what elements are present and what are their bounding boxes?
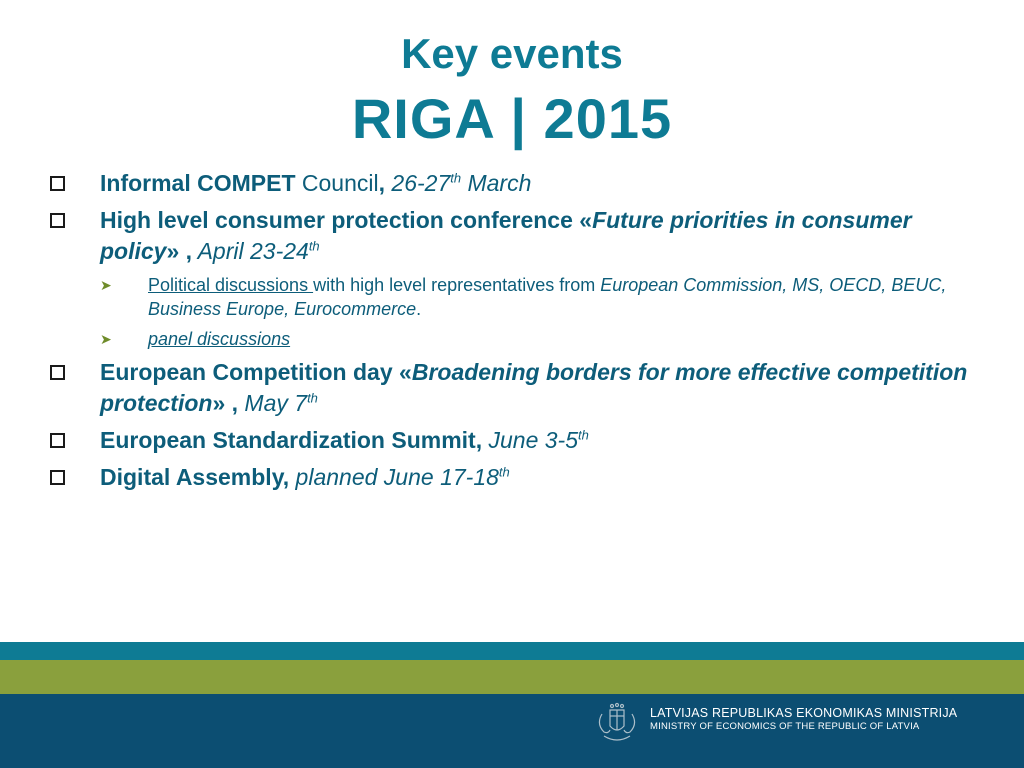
- event-date: planned June 17-18: [289, 464, 499, 490]
- event-name: Digital Assembly,: [100, 464, 290, 490]
- checkbox-bullet-icon: [50, 433, 65, 448]
- sub-list-item: [48, 273, 978, 321]
- event-list: [48, 168, 978, 499]
- date-suffix: th: [308, 238, 320, 254]
- punctuation: .: [416, 299, 422, 319]
- punctuation: » ,: [212, 390, 239, 416]
- event-name: European Standardization Summit,: [100, 427, 483, 453]
- political-discussions-link[interactable]: Political discussions: [148, 275, 314, 295]
- event-theme: Broadening borders for more effective competition protection: [100, 359, 968, 416]
- arrow-bullet-icon: ➤: [100, 331, 112, 347]
- punctuation: » ,: [166, 238, 193, 264]
- footer-band-green: [0, 660, 1024, 694]
- checkbox-bullet-icon: [50, 470, 65, 485]
- event-name: Informal COMPET: [100, 170, 296, 196]
- date-suffix: th: [307, 390, 318, 406]
- event-name-suffix: Council: [295, 170, 379, 196]
- list-item: [48, 357, 978, 419]
- event-date: 26-27: [385, 170, 451, 196]
- ministry-name-lv: LATVIJAS REPUBLIKAS EKONOMIKAS MINISTRIJA: [650, 706, 958, 720]
- checkbox-bullet-icon: [50, 176, 65, 191]
- coat-of-arms-icon: [592, 702, 642, 744]
- event-date: May 7: [238, 390, 308, 416]
- arrow-bullet-icon: ➤: [100, 277, 112, 293]
- punctuation: ,: [378, 170, 386, 196]
- list-item: [48, 168, 978, 199]
- event-month: March: [461, 170, 532, 196]
- footer-band-teal: [0, 642, 1024, 660]
- ministry-name-en: MINISTRY OF ECONOMICS OF THE REPUBLIC OF LATVIA: [650, 721, 920, 732]
- sub-item-text: with high level representatives from: [313, 275, 601, 295]
- panel-discussions-link[interactable]: panel discussions: [148, 329, 291, 349]
- list-item: [48, 425, 978, 456]
- date-suffix: th: [450, 170, 462, 186]
- list-item: [48, 205, 978, 267]
- event-name: High level consumer protection conference «: [100, 207, 593, 233]
- checkbox-bullet-icon: [50, 213, 65, 228]
- date-suffix: th: [578, 427, 589, 443]
- sub-list-item: [48, 327, 978, 351]
- event-name: European Competition day «: [100, 359, 412, 385]
- checkbox-bullet-icon: [50, 365, 65, 380]
- event-date: April 23-24: [192, 238, 309, 264]
- date-suffix: th: [498, 464, 510, 480]
- participants: European Commission, MS, OECD, BEUC, Business Europe, Eurocommerce: [148, 275, 947, 319]
- event-theme: Future priorities in consumer policy: [100, 207, 912, 264]
- list-item: [48, 462, 978, 493]
- slide-title: Key events: [401, 30, 623, 77]
- slide-subtitle: RIGA | 2015: [351, 87, 673, 150]
- event-date: June 3-5: [482, 427, 579, 453]
